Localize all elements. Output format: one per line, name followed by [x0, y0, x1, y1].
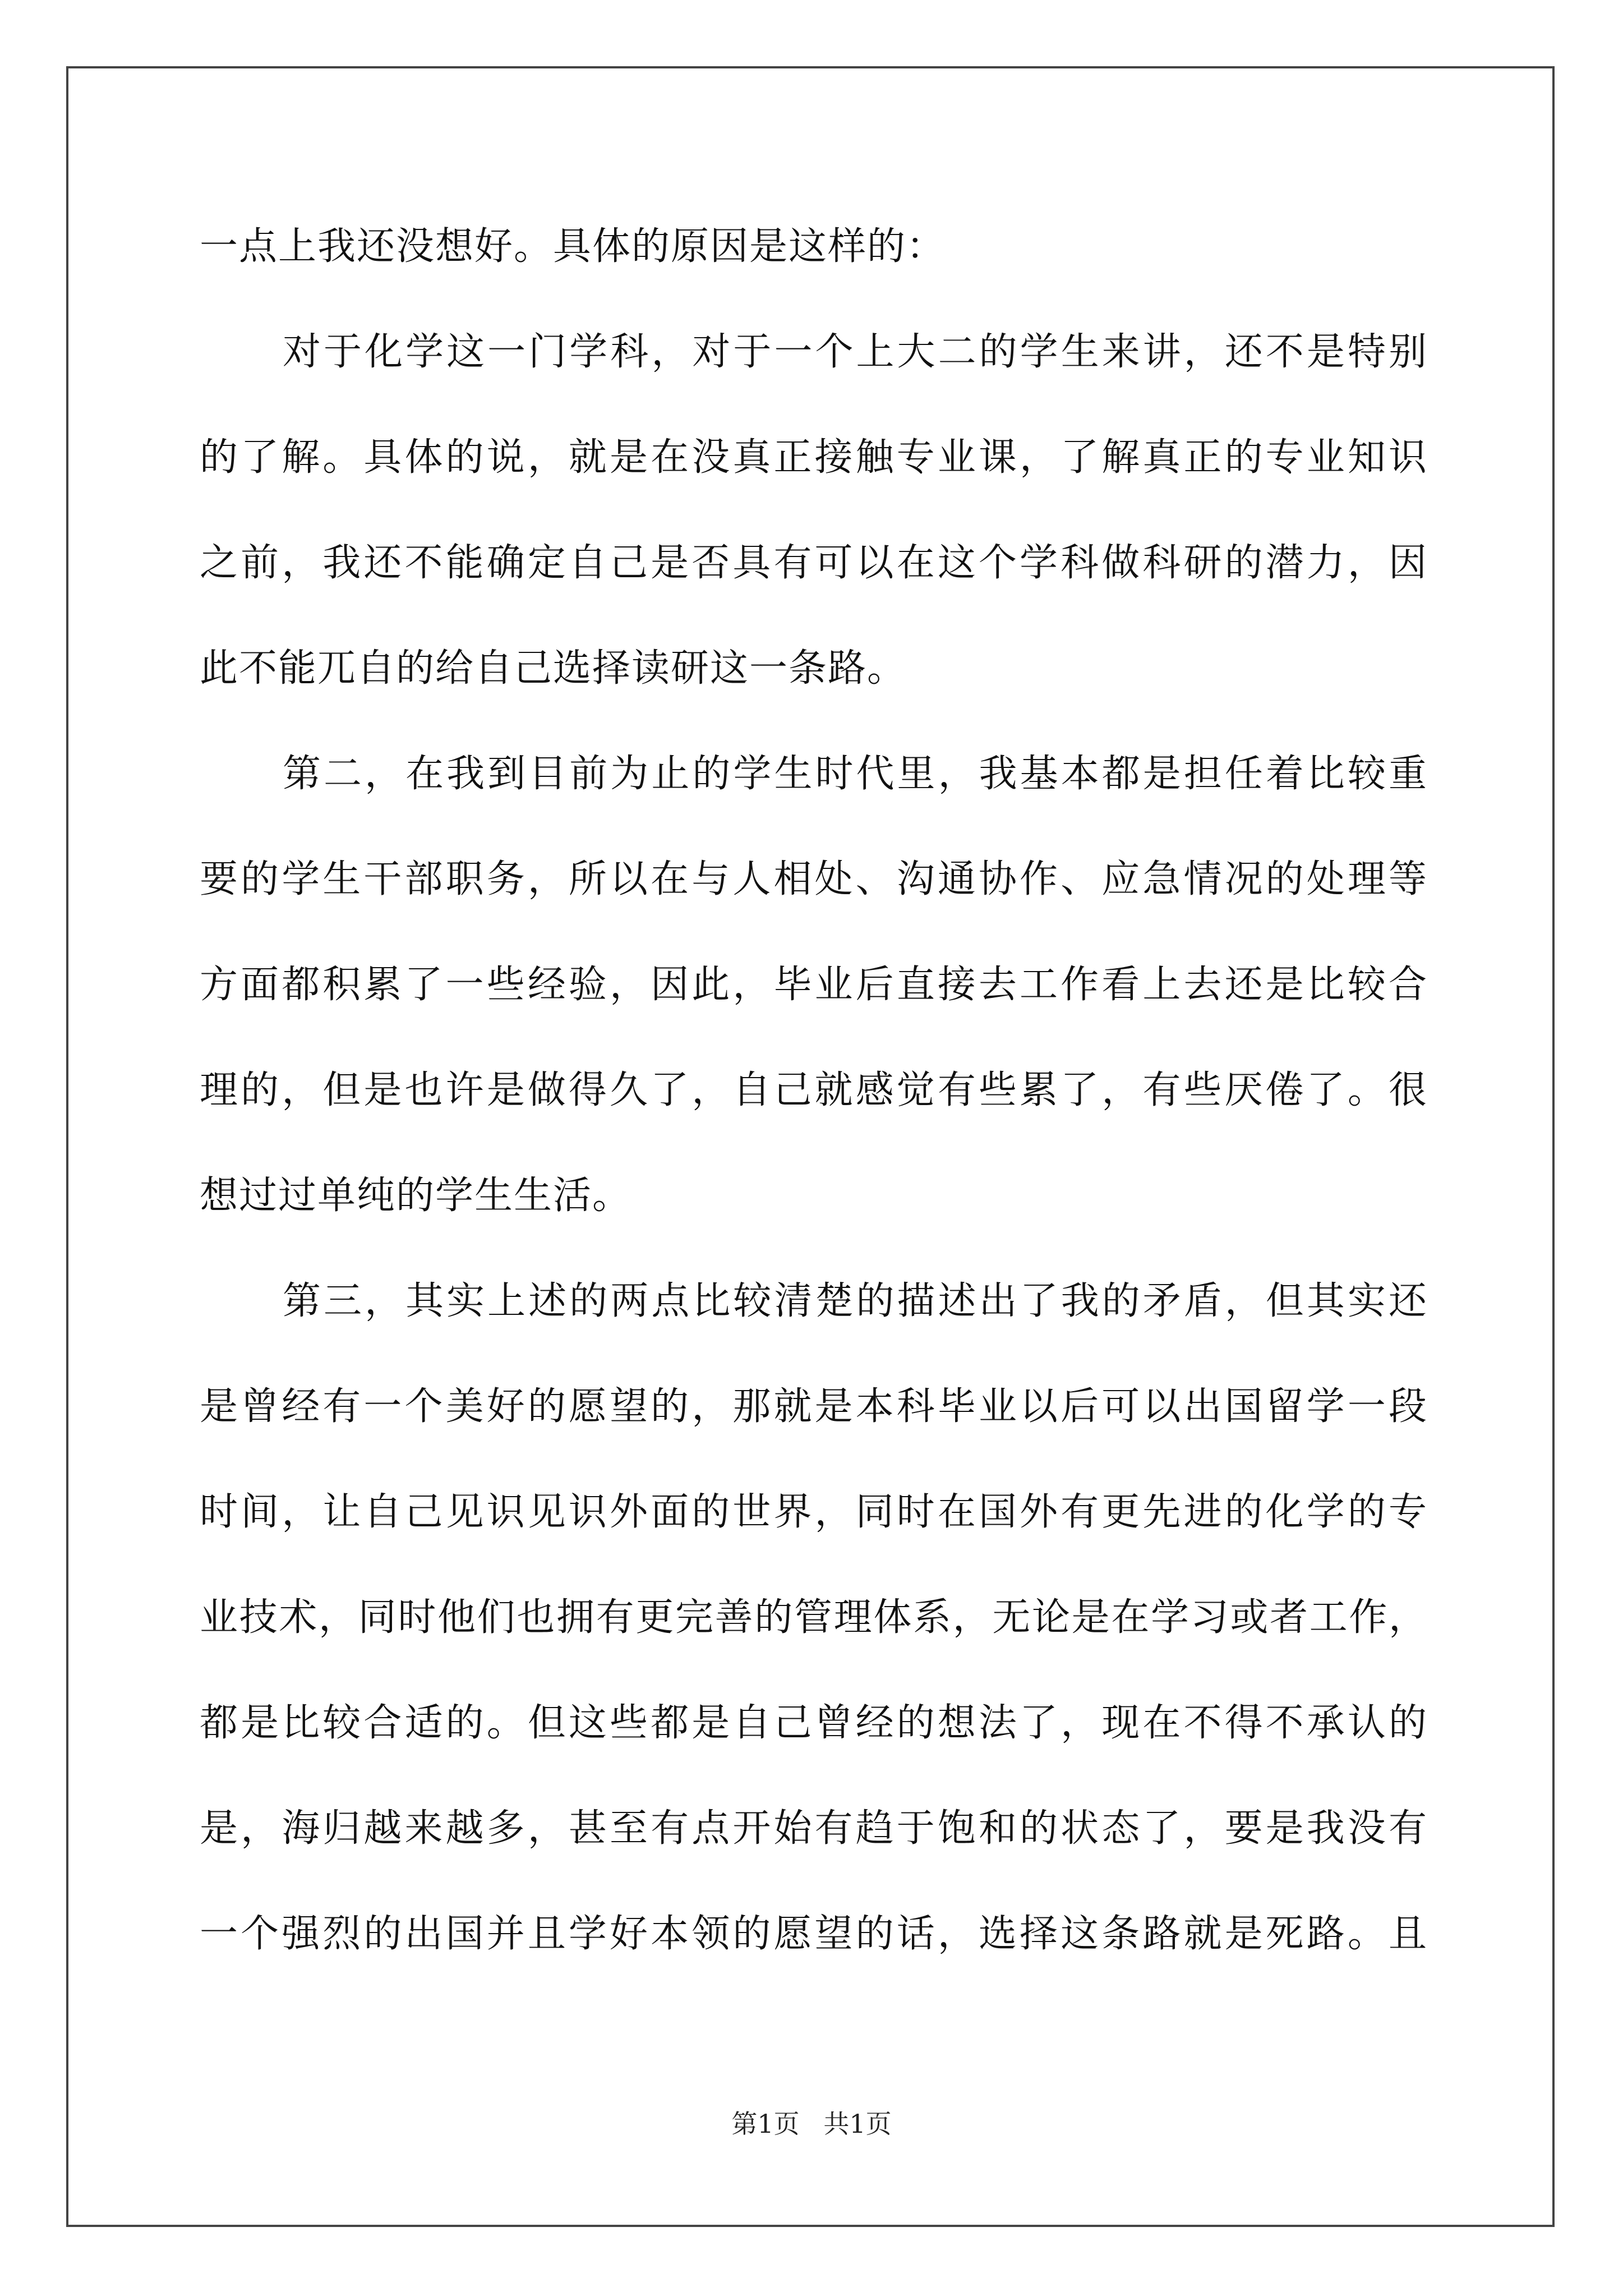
text-line: 想过过单纯的学生生活。	[200, 1174, 632, 1218]
paragraph-start-line: 第二，在我到目前为止的学生时代里，我基本都是担任着比较重	[283, 752, 1428, 796]
text-line: 是曾经有一个美好的愿望的，那就是本科毕业以后可以出国留学一段	[200, 1384, 1428, 1429]
text-line: 是，海归越来越多，甚至有点开始有趋于饱和的状态了，要是我没有	[200, 1806, 1428, 1851]
text-line: 之前，我还不能确定自己是否具有可以在这个学科做科研的潜力，因	[200, 541, 1428, 585]
text-line: 业技术，同时他们也拥有更完善的管理体系，无论是在学习或者工作，	[200, 1595, 1428, 1640]
text-line: 时间，让自己见识见识外面的世界，同时在国外有更先进的化学的专	[200, 1490, 1428, 1534]
paragraph-start-line: 第三，其实上述的两点比较清楚的描述出了我的矛盾，但其实还	[283, 1279, 1428, 1323]
page-number-current: 第1页	[731, 2109, 800, 2139]
text-line: 方面都积累了一些经验，因此，毕业后直接去工作看上去还是比较合	[200, 963, 1428, 1007]
text-line: 要的学生干部职务，所以在与人相处、沟通协作、应急情况的处理等	[200, 857, 1428, 901]
page-footer	[0, 2104, 1623, 2141]
text-line: 都是比较合适的。但这些都是自己曾经的想法了，现在不得不承认的	[200, 1701, 1428, 1745]
page-number-total: 共1页	[823, 2109, 892, 2139]
text-line: 一点上我还没想好。具体的原因是这样的：	[200, 224, 946, 269]
text-line: 一个强烈的出国并且学好本领的愿望的话，选择这条路就是死路。且	[200, 1912, 1428, 1956]
text-line: 的了解。具体的说，就是在没真正接触专业课，了解真正的专业知识	[200, 435, 1428, 480]
text-line: 此不能兀自的给自己选择读研这一条路。	[200, 646, 907, 691]
paragraph-start-line: 对于化学这一门学科，对于一个上大二的学生来讲，还不是特别	[283, 330, 1428, 374]
text-line: 理的，但是也许是做得久了，自己就感觉有些累了，有些厌倦了。很	[200, 1068, 1428, 1112]
